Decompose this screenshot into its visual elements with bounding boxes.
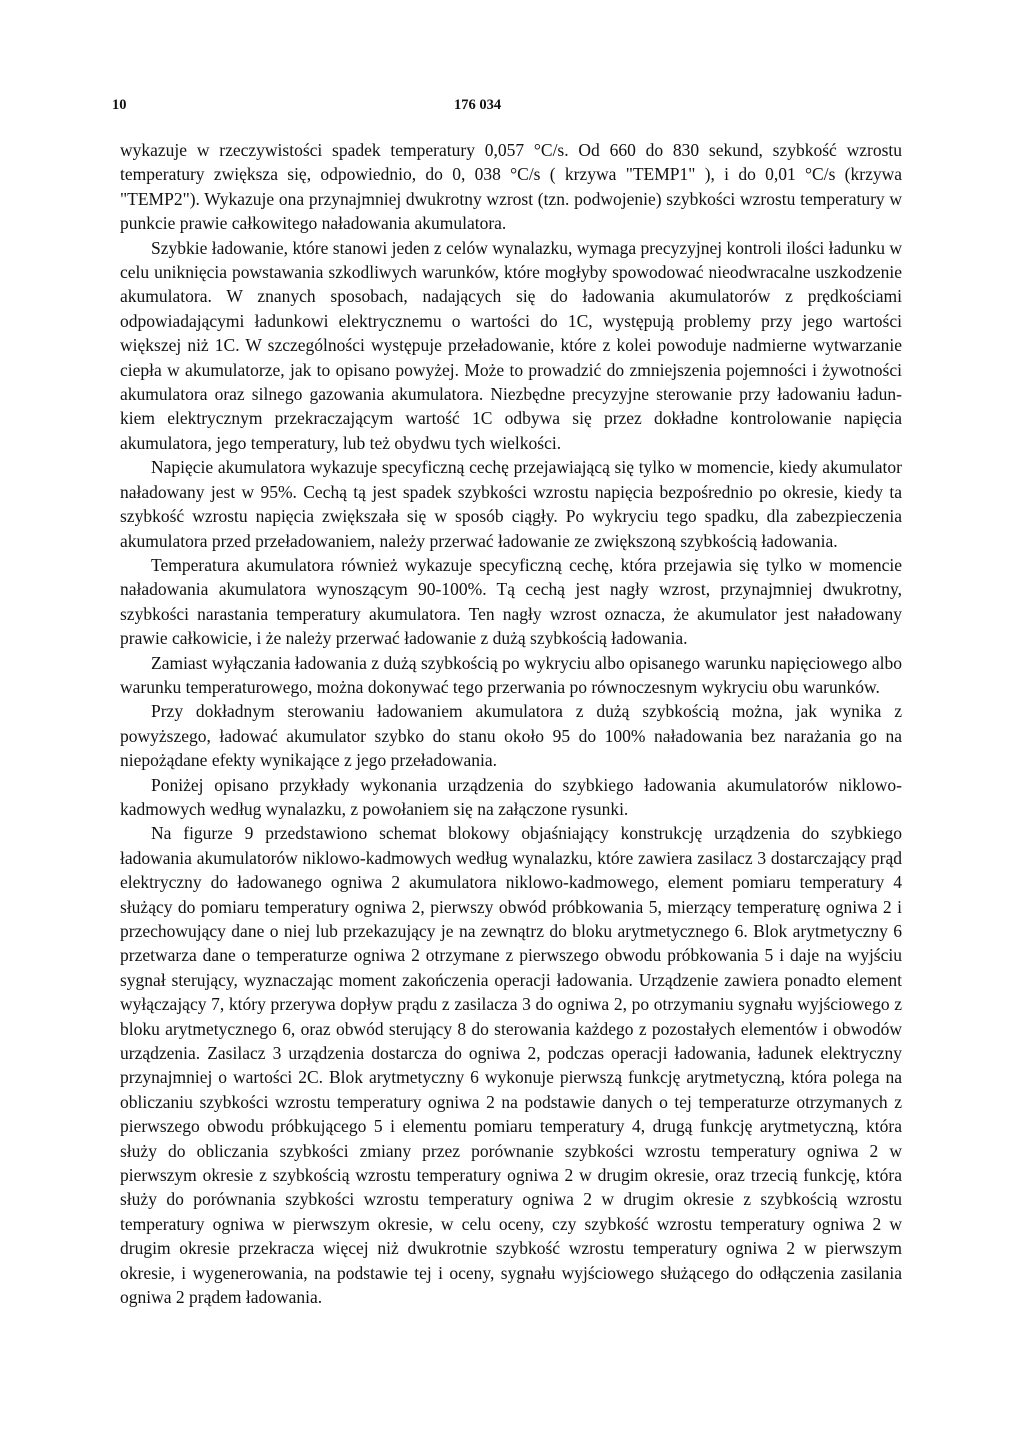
paragraph: Poniżej opisano przykłady wykonania urządzenia do szybkiego ładowania akumulatorów niklowo-kadmowych według wynalazku, z powołaniem się na załączone rysunki. xyxy=(120,774,902,819)
paragraph: Na figurze 9 przedstawiono schemat blokowy objaśniający konstrukcję urządzenia do szybkiego ładowania akumulatorów niklowo-kadmowych według wynalazku, które zawiera zasilacz 3 dostarczający prąd elektryczny do ładowanego ogniwa 2 akumulatora niklowo-kadmowego, element pomiaru temperatury 4 służący do pomiaru temperatury ogniwa 2, pierwszy obwód próbkowania 5, mierzący temperaturę ogniwa 2 i przechowujący dane o niej lub przekazujący je na zewnątrz do bloku arytmetycznego 6. Blok arytmetyczny 6 przetwarza dane o temperaturze ogniwa 2 otrzymane z pierwszego obwodu próbkowania 5 i daje na wyjściu sygnał sterujący, wyznaczając moment zakończenia operacji ładowania. Urządzenie zawiera ponadto element wyłączający 7, który przerywa dopływ prądu z zasilacza 3 do ogniwa 2, po otrzymaniu sygnału wyjściowego z bloku arytmetycznego 6, oraz obwód sterujący 8 do sterowania każdego z pozostałych elementów i obwodów urządzenia. Zasilacz 3 urządzenia dostarcza do ogniwa 2, podczas operacji ładowania, ładunek elektryczny przynajmniej o wartości 2C. Blok arytmetyczny 6 wykonuje pierwszą funkcję arytmetyczną, która polega na obliczaniu szybkości wzrostu temperatury ogniwa 2 na podstawie danych o tej temperaturze otrzymanych z pierwszego obwodu próbkującego 5 i elementu pomiaru temperatury 4, drugą funkcję arytmetyczną, która służy do obliczania szybkości zmiany przez porównanie szybkości wzrostu temperatury ogniwa 2 w pierwszym okresie z szybkością wzrostu temperatury ogniwa 2 w drugim okresie, oraz trzecią funkcję, która służy do porównania szybkości wzrostu temperatury ogniwa 2 w drugim okresie z szybkością wzrostu temperatury ogniwa w pierwszym okresie, w celu oceny, czy szybkość wzrostu temperatury ogniwa 2 w drugim okresie przekracza więcej niż dwukrotnie szybkość wzrostu temperatury ogniwa 2 w pierwszym okresie, i wygenerowania, na podstawie tej i oceny, sygnału wyjściowego służącego do odłączenia zasilania ogniwa 2 prądem ładowania. xyxy=(120,823,902,1308)
paragraph: Temperatura akumulatora również wykazuje specyficzną cechę, która przejawia się tylko w momencie naładowania akumulatora wynoszącym 90-100%. Tą cechą jest nagły wzrost, przynajmniej dwukrotny, szybkości narastania temperatury akumulatora. Ten nagły wzrost oznacza, że akumulator jest naładowany prawie całkowicie, i że należy przerwać ładowanie z dużą szybkością ładowania. xyxy=(120,554,902,649)
page-header xyxy=(112,97,912,121)
paragraph: Zamiast wyłączania ładowania z dużą szybkością po wykryciu albo opisanego warunku napięciowego albo warunku temperaturowego, można dokonywać tego przerwania po równoczesnym wykryciu obu warunków. xyxy=(120,652,902,697)
paragraph: wykazuje w rzeczywistości spadek temperatury 0,057 °C/s. Od 660 do 830 sekund, szybkość wzrostu temperatury zwiększa się, odpowiednio, do 0, 038 °C/s ( krzywa "TEMP1" ), i do 0,01 °C/s (krzywa "TEMP2"). Wykazuje ona przynajmniej dwukrotny wzrost (tzn. podwojenie) szybkości wzrostu temperatury w punkcie prawie całkowitego naładowania akumulatora. xyxy=(120,140,902,234)
document-body xyxy=(120,138,902,1310)
paragraph: Przy dokładnym sterowaniu ładowaniem akumulatora z dużą szybkością można, jak wynika z powyższego, ładować akumulator szybko do stanu około 95 do 100% naładowania bez narażania go na niepożądane efekty wynikające z jego przeładowania. xyxy=(120,701,902,771)
page-number: 10 xyxy=(112,97,127,113)
patent-number: 176 034 xyxy=(454,97,502,113)
paragraph: Napięcie akumulatora wykazuje specyficzną cechę przejawiającą się tylko w momencie, kiedy akumulator naładowany jest w 95%. Cechą tą jest spadek szybkości wzrostu napięcia bezpośrednio po okresie, kiedy ta szybkość wzrostu napięcia zwiększała się w sposób ciągły. Po wykryciu tego spadku, dla zabezpieczenia akumulatora przed przeładowaniem, należy przerwać ładowanie ze zwiększoną szybkością ładowania. xyxy=(120,457,902,551)
paragraph: Szybkie ładowanie, które stanowi jeden z celów wynalazku, wymaga precyzyjnej kontroli ilości ładunku w celu uniknięcia powstawania szkodliwych warunków, które mogłyby spowodować nieodwracalne uszkodzenie akumulatora. W znanych sposobach, nadających się do ładowania akumulatorów z prędkościami odpowiadającymi ładunkowi elektrycznemu o wartości do 1C, występują problemy przy jego wartości większej niż 1C. W szczególności występuje przeładowanie, które z kolei powoduje nadmierne wytwarzanie ciepła w akumulatorze, jak to opisano powyżej. Może to prowadzić do zmniejszenia pojemności i żywotności akumulatora oraz silnego gazowania akumulatora. Niezbędne precyzyjne sterowanie przy ładowaniu ładunkiem elektrycznym przekraczającym wartość 1C odbywa się przez dokładne kontrolowanie napięcia akumulatora, jego temperatury, lub też obydwu tych wielkości. xyxy=(120,237,902,453)
